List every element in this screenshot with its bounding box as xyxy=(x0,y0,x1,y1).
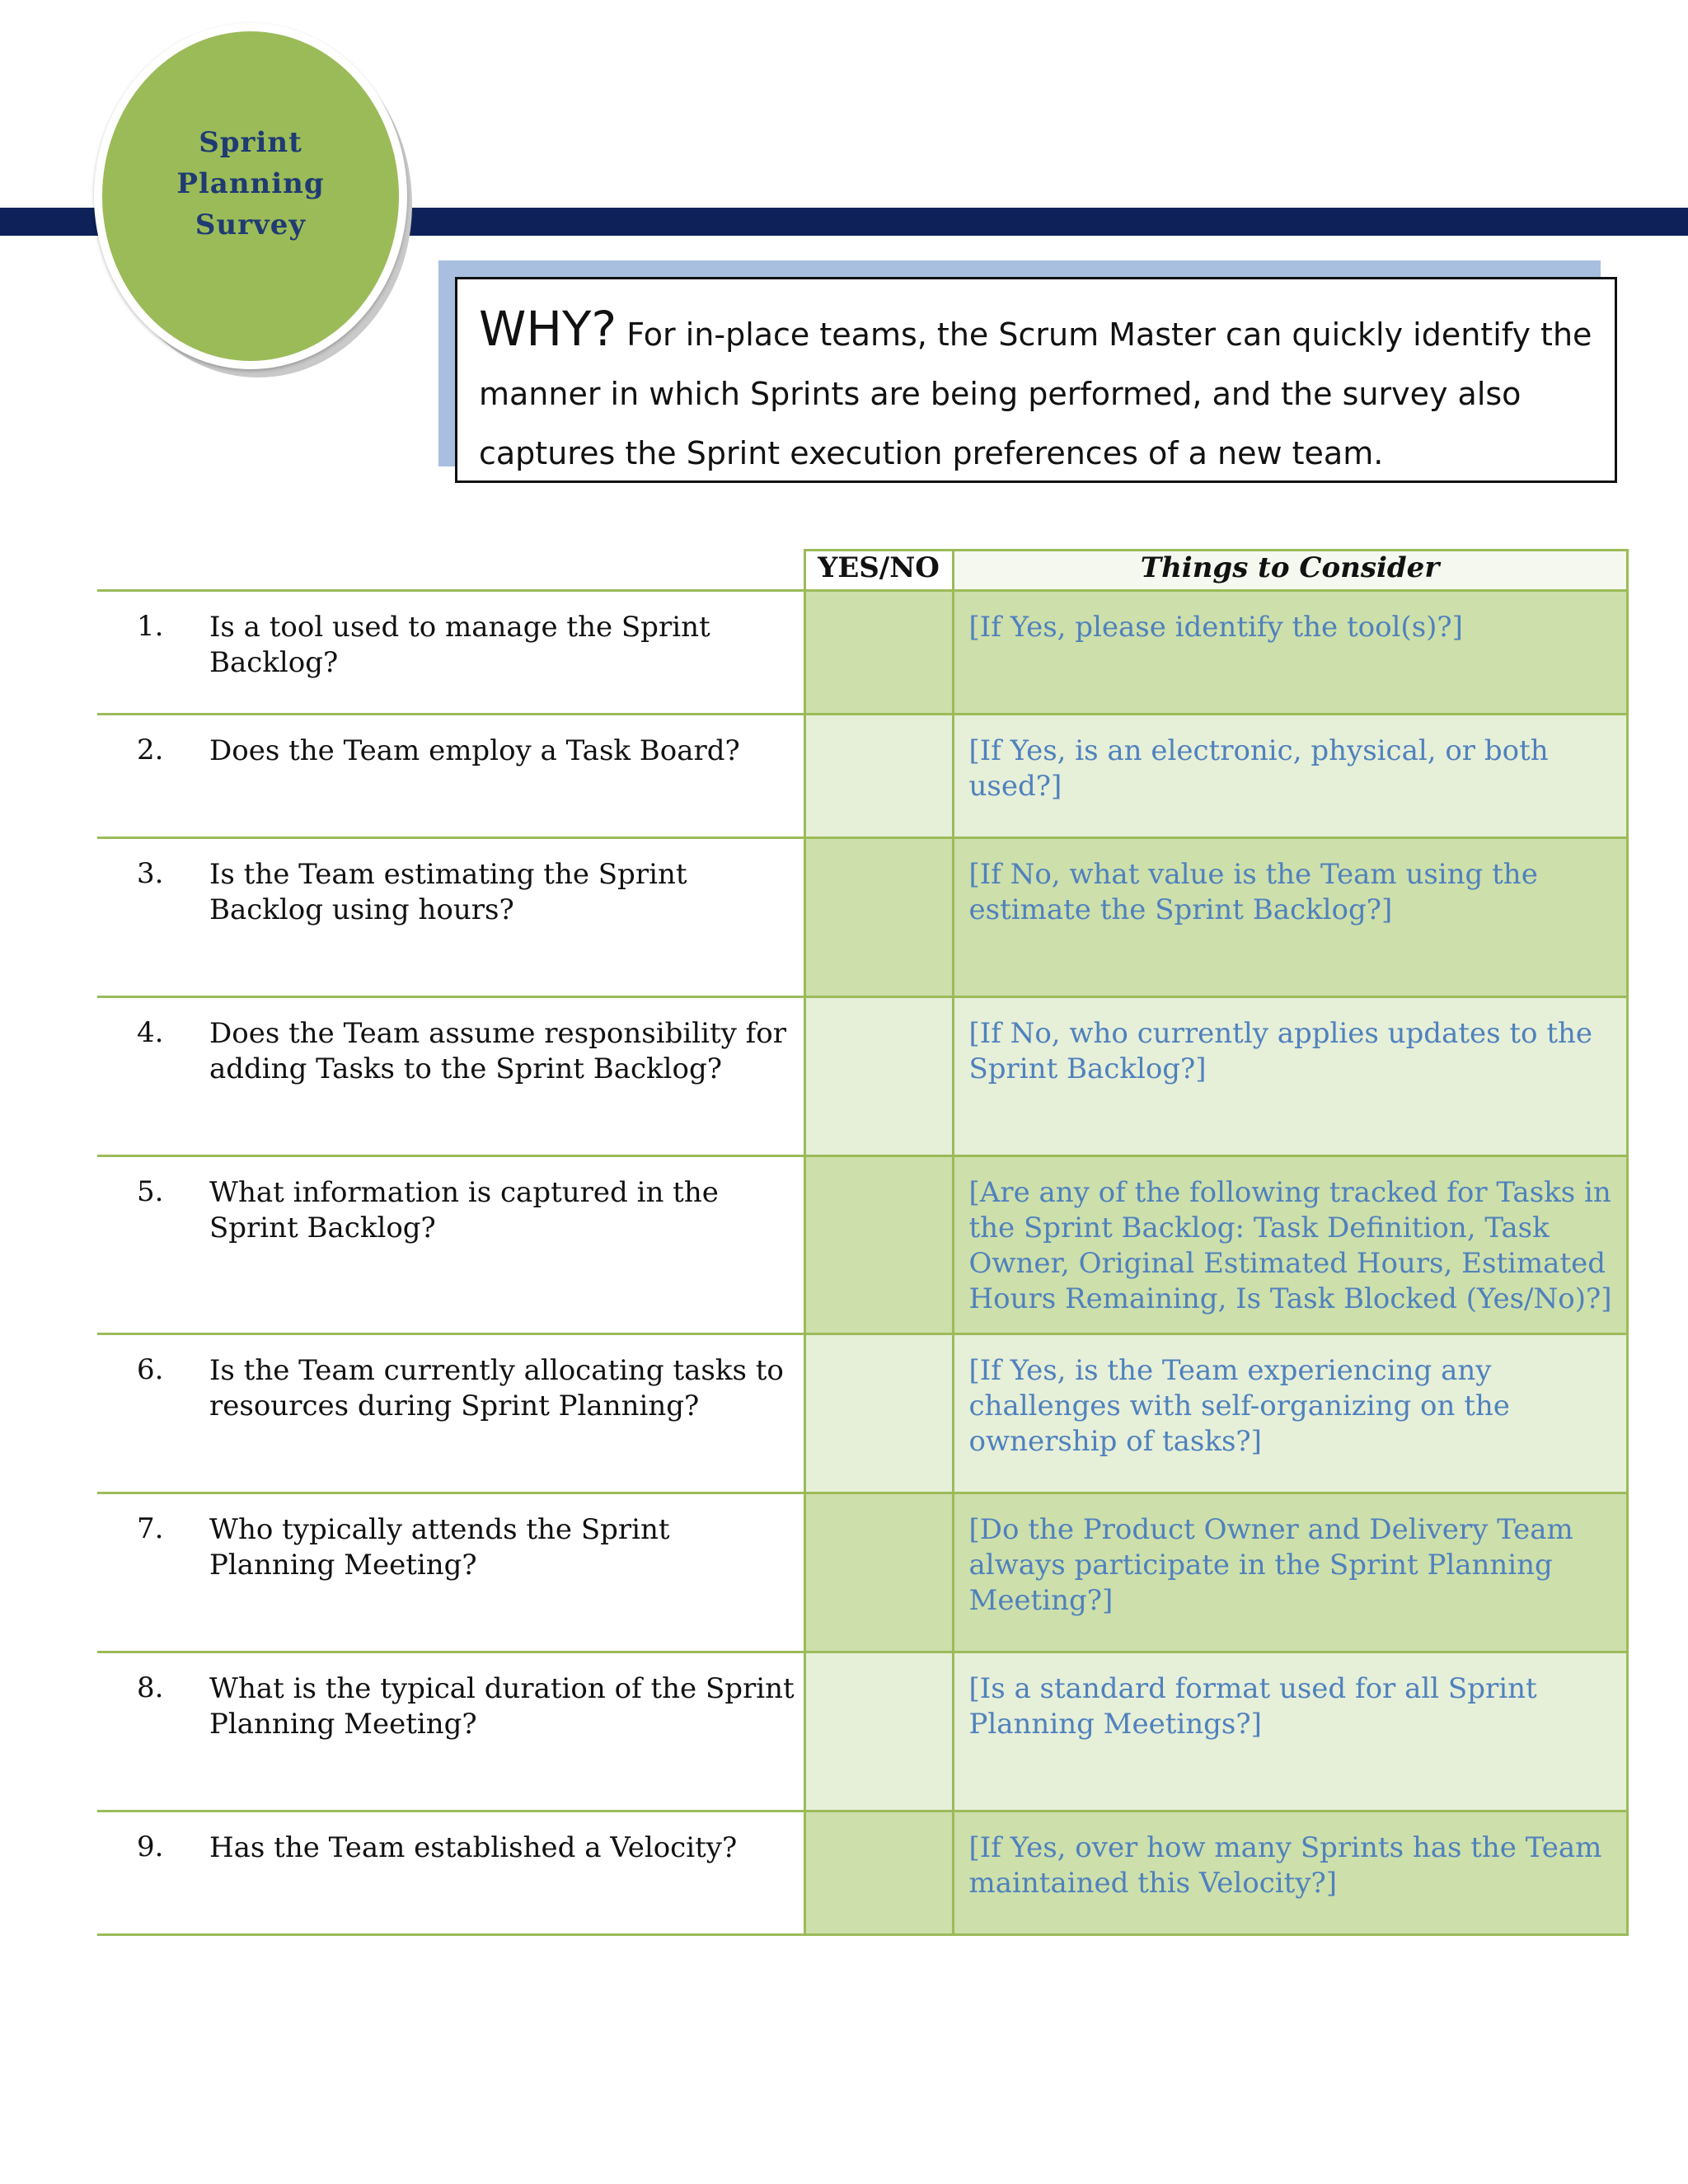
yes-no-answer-cell[interactable] xyxy=(804,1156,953,1334)
things-to-consider-text: [Is a standard format used for all Sprint Planning Meetings?] xyxy=(953,1652,1627,1811)
title-badge xyxy=(94,23,407,369)
question-text: What is the typical duration of the Sprint Planning Meeting? xyxy=(209,1652,804,1811)
things-to-consider-text: [If Yes, over how many Sprints has the Team maintained this Velocity?] xyxy=(953,1811,1627,1935)
question-text: Has the Team established a Velocity? xyxy=(209,1811,804,1935)
yes-no-answer-cell[interactable] xyxy=(804,591,953,715)
yes-no-answer-cell[interactable] xyxy=(804,997,953,1156)
yes-no-answer-cell[interactable] xyxy=(804,715,953,838)
table-row xyxy=(97,838,1627,997)
question-text: Does the Team assume responsibility for adding Tasks to the Sprint Backlog? xyxy=(209,997,804,1156)
things-to-consider-text: [If Yes, is an electronic, physical, or both used?] xyxy=(953,715,1627,838)
table-row xyxy=(97,591,1627,715)
table-row xyxy=(97,1652,1627,1811)
header-yes-no: YES/NO xyxy=(804,551,953,591)
badge-title: Sprint Planning Survey xyxy=(176,126,325,241)
question-text: What information is captured in the Sprint Backlog? xyxy=(209,1156,804,1334)
question-number: 5. xyxy=(97,1156,209,1334)
question-number: 4. xyxy=(97,997,209,1156)
title-badge-circle xyxy=(102,31,399,361)
why-box xyxy=(455,277,1617,483)
header-blank xyxy=(97,551,209,591)
table-row xyxy=(97,997,1627,1156)
yes-no-answer-cell[interactable] xyxy=(804,1493,953,1652)
question-text: Who typically attends the Sprint Planning Meeting? xyxy=(209,1493,804,1652)
things-to-consider-text: [Do the Product Owner and Delivery Team always participate in the Sprint Planning Meeting?] xyxy=(953,1493,1627,1652)
table-row xyxy=(97,1811,1627,1935)
things-to-consider-text: [Are any of the following tracked for Tasks in the Sprint Backlog: Task Definition, Task Owner, Original Estimated Hours, Estimated Hours Remaining, Is Task Blocked (Yes/No)?] xyxy=(953,1156,1627,1334)
table-row xyxy=(97,1493,1627,1652)
question-text: Is a tool used to manage the Sprint Backlog? xyxy=(209,591,804,715)
yes-no-answer-cell[interactable] xyxy=(804,1334,953,1493)
question-number: 1. xyxy=(97,591,209,715)
question-number: 2. xyxy=(97,715,209,838)
things-to-consider-text: [If Yes, is the Team experiencing any challenges with self-organizing on the ownership of tasks?] xyxy=(953,1334,1627,1493)
question-text: Does the Team employ a Task Board? xyxy=(209,715,804,838)
question-number: 3. xyxy=(97,838,209,997)
table-header-row xyxy=(97,551,1627,591)
yes-no-answer-cell[interactable] xyxy=(804,1652,953,1811)
question-number: 7. xyxy=(97,1493,209,1652)
question-number: 9. xyxy=(97,1811,209,1935)
question-number: 6. xyxy=(97,1334,209,1493)
things-to-consider-text: [If No, who currently applies updates to the Sprint Backlog?] xyxy=(953,997,1627,1156)
header-things-to-consider: Things to Consider xyxy=(953,551,1627,591)
survey-table xyxy=(97,549,1629,1936)
things-to-consider-text: [If No, what value is the Team using the estimate the Sprint Backlog?] xyxy=(953,838,1627,997)
why-lead: WHY? xyxy=(479,301,617,357)
question-text: Is the Team currently allocating tasks to resources during Sprint Planning? xyxy=(209,1334,804,1493)
question-text: Is the Team estimating the Sprint Backlog using hours? xyxy=(209,838,804,997)
question-number: 8. xyxy=(97,1652,209,1811)
yes-no-answer-cell[interactable] xyxy=(804,838,953,997)
yes-no-answer-cell[interactable] xyxy=(804,1811,953,1935)
table-row xyxy=(97,1334,1627,1493)
table-row xyxy=(97,1156,1627,1334)
why-text: For in-place teams, the Scrum Master can quickly identify the manner in which Sprints are being performed, and the survey also captures the Sprint execution preferences of a new team. xyxy=(479,316,1592,471)
table-row xyxy=(97,715,1627,838)
things-to-consider-text: [If Yes, please identify the tool(s)?] xyxy=(953,591,1627,715)
header-blank xyxy=(209,551,804,591)
